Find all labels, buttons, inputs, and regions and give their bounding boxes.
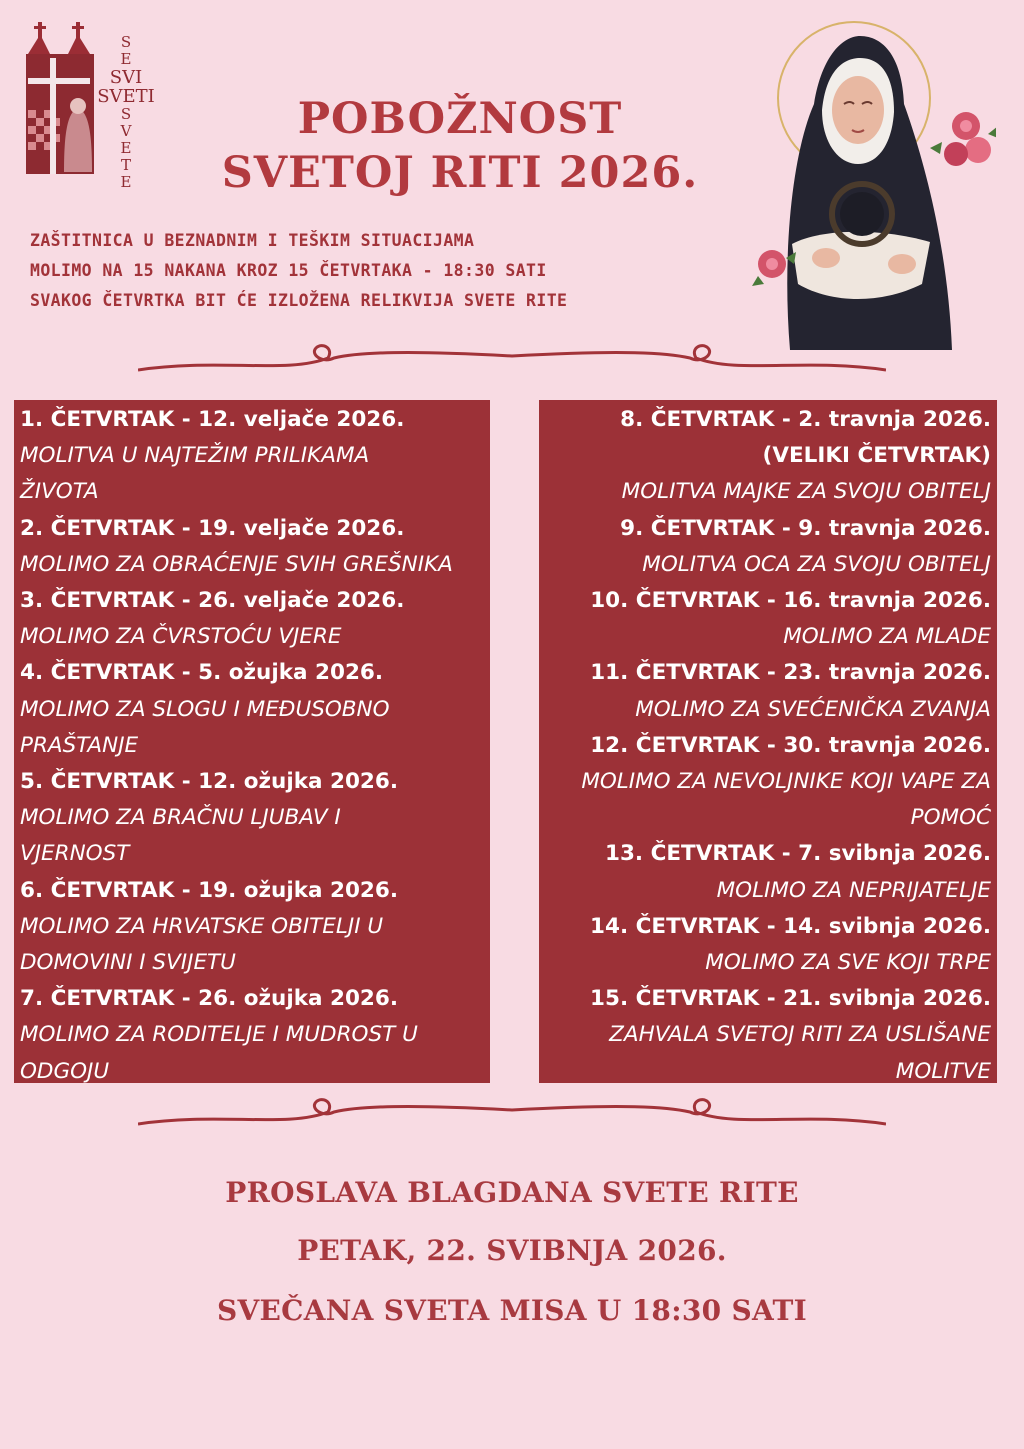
prayer-intention: MOLIMO ZA NEVOLJNIKE KOJI VAPE ZA <box>581 769 991 795</box>
thursday-date: 6. ČETVRTAK - 19. ožujka 2026. <box>20 877 398 903</box>
logo-letter: S <box>120 33 132 51</box>
intro-line: ZAŠTITNICA U BEZNADNIM I TEŠKIM SITUACIJAMA <box>30 231 475 250</box>
feast-mass-time: SVEČANA SVETA MISA U 18:30 SATI <box>216 1294 808 1327</box>
logo-letter: E <box>120 50 132 68</box>
logo-letter: E <box>120 139 132 157</box>
prayer-intention: MOLIMO ZA MLADE <box>783 624 991 650</box>
prayer-intention: MOLIMO ZA HRVATSKE OBITELJI U <box>20 913 384 939</box>
saint-rita-image <box>752 14 996 350</box>
intro-line: MOLIMO NA 15 NAKANA KROZ 15 ČETVRTAKA - 18:30 SATI <box>30 261 547 280</box>
prayer-intention: MOLIMO ZA SLOGU I MEĐUSOBNO <box>20 696 390 722</box>
prayer-intention: ŽIVOTA <box>20 479 99 505</box>
intro-line: SVAKOG ČETVRTKA BIT ĆE IZLOŽENA RELIKVIJA SVETE RITE <box>30 291 568 310</box>
feast-title: PROSLAVA BLAGDANA SVETE RITE <box>225 1176 799 1209</box>
prayer-intention: MOLITVA U NAJTEŽIM PRILIKAMA <box>20 443 370 469</box>
thursday-date: 15. ČETVRTAK - 21. svibnja 2026. <box>590 986 991 1012</box>
prayer-intention: DOMOVINI I SVIJETU <box>20 950 236 976</box>
thursday-date: 5. ČETVRTAK - 12. ožujka 2026. <box>20 769 398 795</box>
thursday-date: (VELIKI ČETVRTAK) <box>762 443 991 469</box>
thursday-date: 4. ČETVRTAK - 5. ožujka 2026. <box>20 660 384 686</box>
prayer-intention: MOLIMO ZA OBRAĆENJE SVIH GREŠNIKA <box>20 551 453 577</box>
thursday-date: 9. ČETVRTAK - 9. travnja 2026. <box>620 515 991 541</box>
thursday-date: 2. ČETVRTAK - 19. veljače 2026. <box>20 515 405 541</box>
intro-text <box>30 226 770 316</box>
page-title <box>210 92 710 200</box>
prayer-intention: PRAŠTANJE <box>20 732 139 758</box>
prayer-intention: MOLIMO ZA BRAČNU LJUBAV I <box>20 805 341 831</box>
logo-word: SVI <box>109 67 143 88</box>
schedule-panel-right <box>539 400 997 1083</box>
logo-letter: V <box>120 122 132 140</box>
thursday-date: 11. ČETVRTAK - 23. travnja 2026. <box>590 660 991 686</box>
ornamental-divider <box>138 340 886 380</box>
schedule-panel-left <box>14 400 490 1083</box>
thursday-date: 3. ČETVRTAK - 26. veljače 2026. <box>20 588 405 614</box>
prayer-intention: VJERNOST <box>20 841 130 867</box>
thursday-date: 14. ČETVRTAK - 14. svibnja 2026. <box>590 913 991 939</box>
prayer-intention: MOLIMO ZA NEPRIJATELJE <box>716 877 991 903</box>
title-line: POBOŽNOST <box>297 94 623 144</box>
prayer-intention: MOLIMO ZA SVEĆENIČKA ZVANJA <box>635 696 991 722</box>
thursday-date: 13. ČETVRTAK - 7. svibnja 2026. <box>605 841 991 867</box>
prayer-intention: ZAHVALA SVETOJ RITI ZA USLIŠANE <box>609 1022 991 1048</box>
prayer-intention: POMOĆ <box>910 805 991 831</box>
prayer-intention: MOLITVE <box>895 1058 991 1084</box>
thursday-date: 7. ČETVRTAK - 26. ožujka 2026. <box>20 986 398 1012</box>
logo-letter: S <box>120 105 132 123</box>
title-line: SVETOJ RITI 2026. <box>221 148 699 198</box>
prayer-intention: MOLITVA MAJKE ZA SVOJU OBITELJ <box>621 479 991 505</box>
logo-word: SVETI <box>97 86 155 107</box>
feast-date: PETAK, 22. SVIBNJA 2026. <box>297 1234 727 1267</box>
prayer-intention: ODGOJU <box>20 1058 110 1084</box>
thursday-date: 12. ČETVRTAK - 30. travnja 2026. <box>590 732 991 758</box>
logo-letter: T <box>120 156 131 174</box>
thursday-date: 10. ČETVRTAK - 16. travnja 2026. <box>590 588 991 614</box>
logo-lettering <box>96 34 156 191</box>
prayer-intention: MOLIMO ZA RODITELJE I MUDROST U <box>20 1022 418 1048</box>
prayer-intention: MOLIMO ZA SVE KOJI TRPE <box>705 950 991 976</box>
prayer-intention: MOLITVA OCA ZA SVOJU OBITELJ <box>642 551 991 577</box>
thursday-date: 1. ČETVRTAK - 12. veljače 2026. <box>20 407 405 432</box>
ornamental-divider <box>138 1094 886 1134</box>
logo-letter: E <box>120 173 132 191</box>
thursday-date: 8. ČETVRTAK - 2. travnja 2026. <box>620 407 991 432</box>
prayer-intention: MOLIMO ZA ČVRSTOĆU VJERE <box>20 624 342 650</box>
